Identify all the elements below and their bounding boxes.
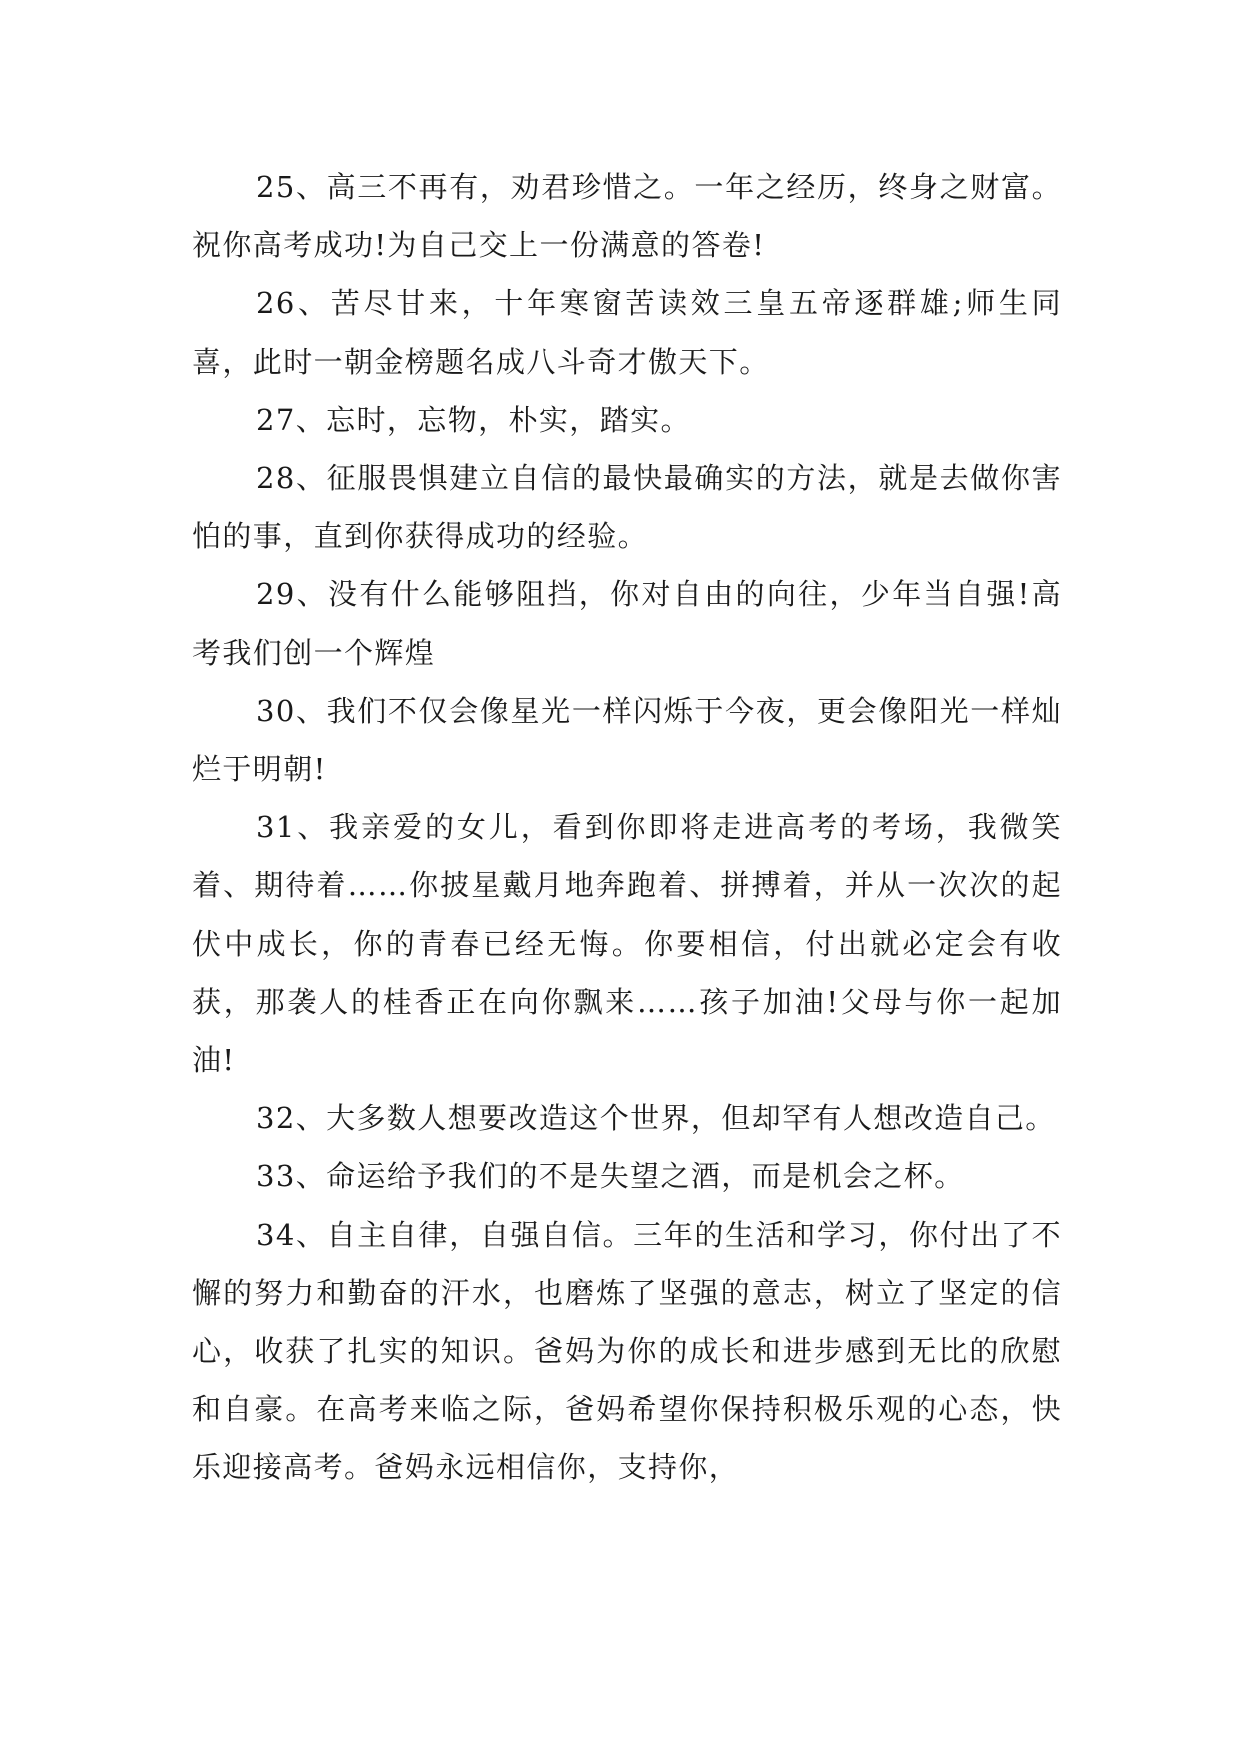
paragraph-29: 29、没有什么能够阻挡，你对自由的向往，少年当自强!高考我们创一个辉煌 [192, 577, 1062, 670]
paragraph-31: 31、我亲爱的女儿，看到你即将走进高考的考场，我微笑着、期待着……你披星戴月地奔跑着、拼搏着，并从一次次的起伏中成长，你的青春已经无悔。你要相信，付出就必定会有收获，那袭人的桂香正在向你飘来……孩子加油!父母与你一起加油! [192, 810, 1062, 1078]
paragraph-32: 32、大多数人想要改造这个世界，但却罕有人想改造自己。 [256, 1101, 1056, 1136]
paragraph-34: 34、自主自律，自强自信。三年的生活和学习，你付出了不懈的努力和勤奋的汗水，也磨炼了坚强的意志，树立了坚定的信心，收获了扎实的知识。爸妈为你的成长和进步感到无比的欣慰和自豪。在高考来临之际，爸妈希望你保持积极乐观的心态，快乐迎接高考。爸妈永远相信你，支持你， [192, 1217, 1062, 1485]
paragraph-26: 26、苦尽甘来，十年寒窗苦读效三皇五帝逐群雄;师生同喜，此时一朝金榜题名成八斗奇才傲天下。 [192, 286, 1062, 379]
paragraph-30: 30、我们不仅会像星光一样闪烁于今夜，更会像阳光一样灿烂于明朝! [192, 693, 1062, 787]
document-body [192, 158, 1062, 1497]
paragraph-33: 33、命运给予我们的不是失望之酒，而是机会之杯。 [256, 1159, 965, 1194]
paragraph-25: 25、高三不再有，劝君珍惜之。一年之经历，终身之财富。祝你高考成功!为自己交上一份满意的答卷! [192, 170, 1062, 263]
paragraph-27: 27、忘时，忘物，朴实，踏实。 [256, 402, 691, 437]
paragraph-28: 28、征服畏惧建立自信的最快最确实的方法，就是去做你害怕的事，直到你获得成功的经验。 [192, 461, 1062, 554]
